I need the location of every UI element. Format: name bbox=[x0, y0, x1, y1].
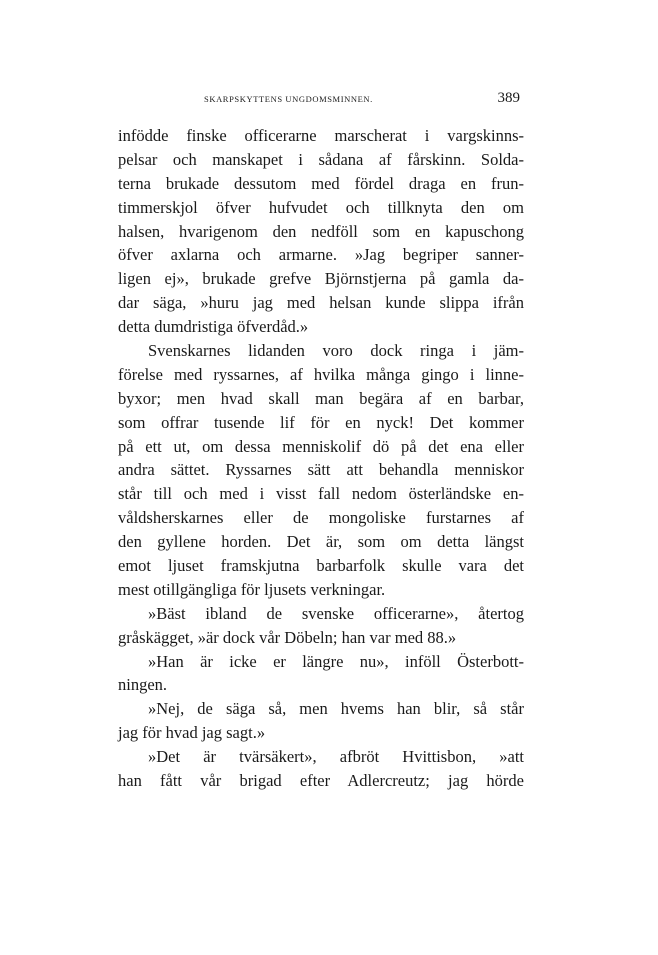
text-line: mest otillgängliga för ljusets verkningar. bbox=[118, 579, 386, 599]
text-line: timmerskjol öfver hufvudet och tillknyta den om bbox=[118, 197, 524, 217]
text-line: pelsar och manskapet i sådana af fårskinn. Solda- bbox=[118, 149, 524, 169]
text-line: emot ljuset framskjutna barbarfolk skulle vara det bbox=[118, 556, 524, 576]
text-line: andra sättet. Ryssarnes sätt att behandla menniskor bbox=[118, 460, 524, 480]
page-header bbox=[120, 92, 520, 112]
running-title: SKARPSKYTTENS UNGDOMSMINNEN. bbox=[204, 94, 373, 104]
text-line: Svenskarnes lidanden voro dock ringa i jäm- bbox=[148, 341, 524, 361]
text-line: som offrar tusende lif för en nyck! Det kommer bbox=[118, 412, 524, 432]
text-line: »Bäst ibland de svenske officerarne», återtog bbox=[148, 603, 524, 623]
text-line: detta dumdristiga öfverdåd.» bbox=[118, 317, 309, 337]
text-line: halsen, hvarigenom den nedföll som en kapuschong bbox=[118, 221, 524, 241]
text-line: står till och med i visst fall nedom österländske en- bbox=[118, 484, 524, 504]
text-line: byxor; men hvad skall man begära af en barbar, bbox=[118, 388, 524, 408]
text-line: den gyllene horden. Det är, som om detta längst bbox=[118, 532, 524, 552]
text-line: ningen. bbox=[118, 675, 168, 695]
text-line: terna brukade dessutom med fördel draga en frun- bbox=[118, 173, 524, 193]
text-line: öfver axlarna och armarne. »Jag begriper sanner- bbox=[118, 245, 524, 265]
text-line: »Nej, de säga så, men hvems han blir, så står bbox=[148, 699, 524, 719]
text-line: dar säga, »huru jag med helsan kunde slippa ifrån bbox=[118, 293, 524, 313]
text-line: ligen ej», brukade grefve Björnstjerna på gamla da- bbox=[118, 269, 524, 289]
text-line: på ett ut, om dessa menniskolif dö på det ena eller bbox=[118, 436, 524, 456]
text-line: infödde finske officerarne marscherat i vargskinns- bbox=[118, 126, 524, 145]
text-line: »Han är icke er längre nu», inföll Österbott- bbox=[148, 651, 524, 671]
text-line: gråskägget, »är dock vår Döbeln; han var med 88.» bbox=[118, 627, 457, 647]
page-number: 389 bbox=[497, 90, 520, 106]
text-line: han fått vår brigad efter Adlercreutz; jag hörde bbox=[118, 771, 524, 791]
text-line: våldsherskarnes eller de mongoliske furstarnes af bbox=[118, 508, 524, 528]
body-text bbox=[118, 124, 524, 793]
text-line: »Det är tvärsäkert», afbröt Hvittisbon, »att bbox=[148, 747, 524, 767]
text-line: jag för hvad jag sagt.» bbox=[118, 723, 266, 743]
text-line: förelse med ryssarnes, af hvilka många gingo i linne- bbox=[118, 364, 524, 384]
